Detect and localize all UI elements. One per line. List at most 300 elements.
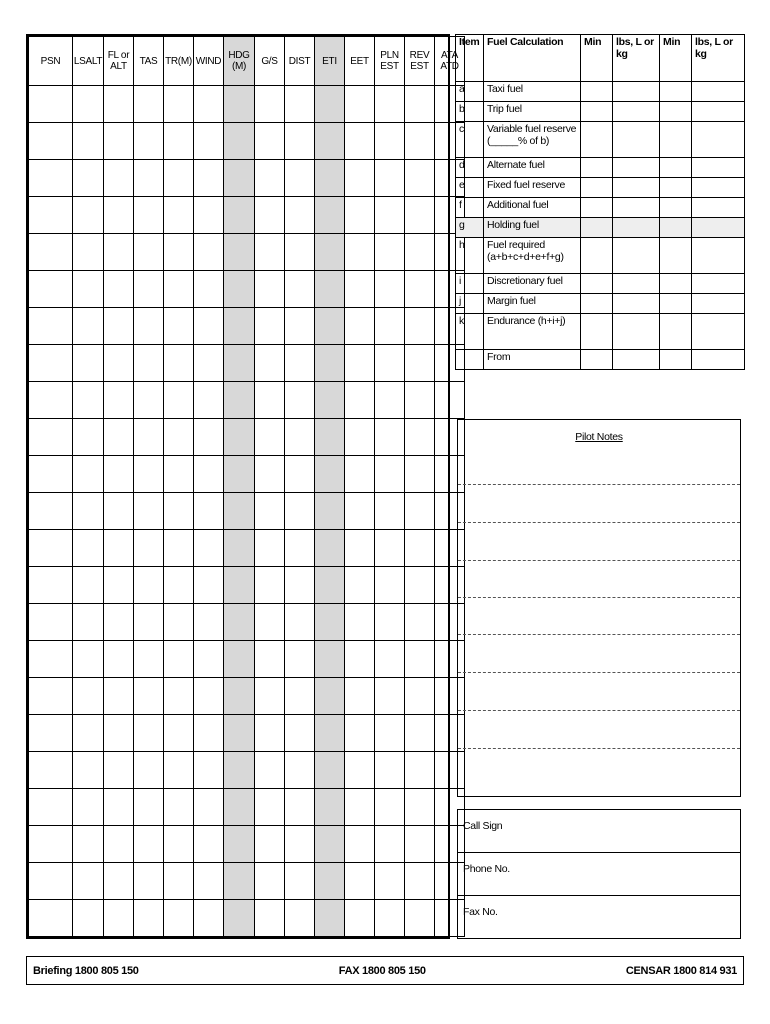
note-line[interactable]	[458, 710, 740, 711]
log-cell[interactable]	[73, 419, 104, 456]
log-cell[interactable]	[405, 419, 435, 456]
log-cell[interactable]	[73, 382, 104, 419]
phone-field[interactable]: Phone No.	[458, 853, 740, 896]
log-cell[interactable]	[224, 86, 255, 123]
log-cell[interactable]	[224, 567, 255, 604]
log-cell[interactable]	[405, 900, 435, 937]
log-cell[interactable]	[345, 567, 375, 604]
log-cell[interactable]	[345, 382, 375, 419]
log-cell[interactable]	[29, 419, 73, 456]
log-cell[interactable]	[375, 493, 405, 530]
log-cell[interactable]	[255, 789, 285, 826]
log-cell[interactable]	[345, 271, 375, 308]
log-cell[interactable]	[345, 641, 375, 678]
log-cell[interactable]	[255, 900, 285, 937]
log-cell[interactable]	[375, 789, 405, 826]
log-cell[interactable]	[285, 382, 315, 419]
fuel-value-cell[interactable]	[692, 178, 745, 198]
log-cell[interactable]	[164, 789, 194, 826]
fuel-value-cell[interactable]	[660, 350, 692, 370]
log-cell[interactable]	[164, 567, 194, 604]
log-cell[interactable]	[73, 197, 104, 234]
log-cell[interactable]	[405, 604, 435, 641]
log-cell[interactable]	[164, 900, 194, 937]
log-cell[interactable]	[104, 863, 134, 900]
log-cell[interactable]	[405, 789, 435, 826]
log-cell[interactable]	[134, 160, 164, 197]
log-cell[interactable]	[73, 678, 104, 715]
log-cell[interactable]	[315, 160, 345, 197]
log-cell[interactable]	[164, 641, 194, 678]
fuel-value-cell[interactable]	[660, 158, 692, 178]
log-cell[interactable]	[164, 197, 194, 234]
fuel-value-cell[interactable]	[581, 198, 613, 218]
log-cell[interactable]	[345, 456, 375, 493]
log-cell[interactable]	[104, 567, 134, 604]
log-cell[interactable]	[345, 900, 375, 937]
fuel-value-cell[interactable]	[692, 294, 745, 314]
log-cell[interactable]	[73, 567, 104, 604]
fuel-value-cell[interactable]	[581, 178, 613, 198]
log-cell[interactable]	[315, 456, 345, 493]
log-cell[interactable]	[224, 752, 255, 789]
log-cell[interactable]	[345, 197, 375, 234]
log-cell[interactable]	[285, 715, 315, 752]
log-cell[interactable]	[315, 86, 345, 123]
log-cell[interactable]	[375, 900, 405, 937]
log-cell[interactable]	[315, 826, 345, 863]
log-cell[interactable]	[73, 715, 104, 752]
fuel-value-cell[interactable]	[613, 218, 660, 238]
log-cell[interactable]	[104, 456, 134, 493]
log-cell[interactable]	[375, 197, 405, 234]
log-cell[interactable]	[345, 678, 375, 715]
log-cell[interactable]	[315, 493, 345, 530]
log-cell[interactable]	[255, 197, 285, 234]
log-cell[interactable]	[194, 308, 224, 345]
log-cell[interactable]	[375, 826, 405, 863]
log-cell[interactable]	[405, 308, 435, 345]
log-cell[interactable]	[104, 715, 134, 752]
log-cell[interactable]	[73, 308, 104, 345]
log-cell[interactable]	[194, 345, 224, 382]
log-cell[interactable]	[345, 604, 375, 641]
log-cell[interactable]	[104, 900, 134, 937]
fuel-value-cell[interactable]	[660, 294, 692, 314]
fuel-value-cell[interactable]	[692, 274, 745, 294]
log-cell[interactable]	[104, 419, 134, 456]
log-cell[interactable]	[224, 419, 255, 456]
log-cell[interactable]	[29, 900, 73, 937]
log-cell[interactable]	[224, 123, 255, 160]
log-cell[interactable]	[405, 863, 435, 900]
log-cell[interactable]	[224, 271, 255, 308]
log-cell[interactable]	[164, 493, 194, 530]
log-cell[interactable]	[164, 308, 194, 345]
log-cell[interactable]	[29, 308, 73, 345]
log-cell[interactable]	[315, 123, 345, 160]
log-cell[interactable]	[315, 419, 345, 456]
log-cell[interactable]	[255, 752, 285, 789]
log-cell[interactable]	[224, 863, 255, 900]
log-cell[interactable]	[104, 271, 134, 308]
note-line[interactable]	[458, 522, 740, 523]
log-cell[interactable]	[224, 456, 255, 493]
log-cell[interactable]	[104, 234, 134, 271]
log-cell[interactable]	[315, 678, 345, 715]
fuel-value-cell[interactable]	[581, 294, 613, 314]
fuel-value-cell[interactable]	[613, 274, 660, 294]
note-line[interactable]	[458, 748, 740, 749]
log-cell[interactable]	[315, 345, 345, 382]
log-cell[interactable]	[134, 604, 164, 641]
log-cell[interactable]	[73, 123, 104, 160]
log-cell[interactable]	[194, 123, 224, 160]
log-cell[interactable]	[315, 604, 345, 641]
log-cell[interactable]	[164, 419, 194, 456]
log-cell[interactable]	[345, 123, 375, 160]
log-cell[interactable]	[405, 234, 435, 271]
log-cell[interactable]	[134, 567, 164, 604]
log-cell[interactable]	[255, 271, 285, 308]
log-cell[interactable]	[29, 715, 73, 752]
log-cell[interactable]	[134, 345, 164, 382]
log-cell[interactable]	[315, 863, 345, 900]
log-cell[interactable]	[285, 863, 315, 900]
log-cell[interactable]	[104, 789, 134, 826]
log-cell[interactable]	[315, 641, 345, 678]
log-cell[interactable]	[29, 123, 73, 160]
log-cell[interactable]	[285, 604, 315, 641]
log-cell[interactable]	[375, 715, 405, 752]
log-cell[interactable]	[73, 271, 104, 308]
log-cell[interactable]	[29, 863, 73, 900]
log-cell[interactable]	[194, 197, 224, 234]
fuel-value-cell[interactable]	[692, 158, 745, 178]
log-cell[interactable]	[375, 456, 405, 493]
log-cell[interactable]	[285, 197, 315, 234]
fuel-value-cell[interactable]	[692, 198, 745, 218]
log-cell[interactable]	[104, 382, 134, 419]
log-cell[interactable]	[315, 752, 345, 789]
log-cell[interactable]	[224, 160, 255, 197]
log-cell[interactable]	[285, 900, 315, 937]
log-cell[interactable]	[134, 826, 164, 863]
log-cell[interactable]	[375, 160, 405, 197]
log-cell[interactable]	[134, 86, 164, 123]
log-cell[interactable]	[73, 530, 104, 567]
log-cell[interactable]	[134, 715, 164, 752]
log-cell[interactable]	[194, 493, 224, 530]
log-cell[interactable]	[164, 160, 194, 197]
fuel-value-cell[interactable]	[660, 238, 692, 274]
log-cell[interactable]	[405, 530, 435, 567]
log-cell[interactable]	[104, 86, 134, 123]
log-cell[interactable]	[29, 271, 73, 308]
log-cell[interactable]	[315, 789, 345, 826]
fuel-value-cell[interactable]	[613, 82, 660, 102]
log-cell[interactable]	[164, 752, 194, 789]
log-cell[interactable]	[255, 493, 285, 530]
log-cell[interactable]	[73, 752, 104, 789]
log-cell[interactable]	[29, 456, 73, 493]
log-cell[interactable]	[345, 308, 375, 345]
log-cell[interactable]	[285, 308, 315, 345]
log-cell[interactable]	[345, 493, 375, 530]
log-cell[interactable]	[134, 900, 164, 937]
log-cell[interactable]	[73, 826, 104, 863]
log-cell[interactable]	[29, 567, 73, 604]
note-line[interactable]	[458, 597, 740, 598]
log-cell[interactable]	[315, 234, 345, 271]
log-cell[interactable]	[224, 678, 255, 715]
log-cell[interactable]	[134, 752, 164, 789]
log-cell[interactable]	[345, 234, 375, 271]
log-cell[interactable]	[164, 826, 194, 863]
fuel-value-cell[interactable]	[613, 314, 660, 350]
log-cell[interactable]	[285, 678, 315, 715]
log-cell[interactable]	[285, 234, 315, 271]
log-cell[interactable]	[405, 752, 435, 789]
log-cell[interactable]	[255, 530, 285, 567]
log-cell[interactable]	[375, 863, 405, 900]
log-cell[interactable]	[285, 271, 315, 308]
log-cell[interactable]	[134, 308, 164, 345]
log-cell[interactable]	[224, 715, 255, 752]
log-cell[interactable]	[405, 345, 435, 382]
log-cell[interactable]	[255, 826, 285, 863]
log-cell[interactable]	[194, 530, 224, 567]
note-line[interactable]	[458, 672, 740, 673]
log-cell[interactable]	[104, 345, 134, 382]
log-cell[interactable]	[73, 604, 104, 641]
log-cell[interactable]	[345, 715, 375, 752]
log-cell[interactable]	[194, 86, 224, 123]
call-sign-field[interactable]: Call Sign	[458, 810, 740, 853]
fuel-value-cell[interactable]	[660, 218, 692, 238]
log-cell[interactable]	[375, 678, 405, 715]
log-cell[interactable]	[224, 197, 255, 234]
log-cell[interactable]	[255, 419, 285, 456]
log-cell[interactable]	[164, 345, 194, 382]
log-cell[interactable]	[285, 123, 315, 160]
log-cell[interactable]	[405, 160, 435, 197]
log-cell[interactable]	[345, 530, 375, 567]
log-cell[interactable]	[285, 86, 315, 123]
log-cell[interactable]	[164, 715, 194, 752]
log-cell[interactable]	[164, 530, 194, 567]
log-cell[interactable]	[29, 789, 73, 826]
log-cell[interactable]	[405, 678, 435, 715]
log-cell[interactable]	[405, 826, 435, 863]
log-cell[interactable]	[224, 900, 255, 937]
fuel-value-cell[interactable]	[581, 102, 613, 122]
log-cell[interactable]	[104, 752, 134, 789]
log-cell[interactable]	[29, 493, 73, 530]
log-cell[interactable]	[73, 641, 104, 678]
log-cell[interactable]	[405, 382, 435, 419]
log-cell[interactable]	[255, 234, 285, 271]
fuel-value-cell[interactable]	[581, 238, 613, 274]
fuel-value-cell[interactable]	[581, 350, 613, 370]
fuel-value-cell[interactable]	[581, 122, 613, 158]
fuel-value-cell[interactable]	[613, 178, 660, 198]
log-cell[interactable]	[405, 197, 435, 234]
log-cell[interactable]	[104, 197, 134, 234]
log-cell[interactable]	[255, 160, 285, 197]
log-cell[interactable]	[73, 86, 104, 123]
log-cell[interactable]	[164, 604, 194, 641]
log-cell[interactable]	[194, 678, 224, 715]
log-cell[interactable]	[255, 641, 285, 678]
log-cell[interactable]	[315, 530, 345, 567]
log-cell[interactable]	[194, 752, 224, 789]
fuel-value-cell[interactable]	[692, 102, 745, 122]
log-cell[interactable]	[224, 641, 255, 678]
log-cell[interactable]	[29, 530, 73, 567]
log-cell[interactable]	[224, 345, 255, 382]
log-cell[interactable]	[134, 419, 164, 456]
log-cell[interactable]	[164, 863, 194, 900]
log-cell[interactable]	[285, 419, 315, 456]
log-cell[interactable]	[194, 715, 224, 752]
fuel-value-cell[interactable]	[581, 218, 613, 238]
log-cell[interactable]	[134, 530, 164, 567]
log-cell[interactable]	[104, 678, 134, 715]
log-cell[interactable]	[194, 863, 224, 900]
log-cell[interactable]	[375, 567, 405, 604]
log-cell[interactable]	[255, 863, 285, 900]
log-cell[interactable]	[104, 308, 134, 345]
log-cell[interactable]	[164, 678, 194, 715]
fuel-value-cell[interactable]	[660, 82, 692, 102]
log-cell[interactable]	[194, 900, 224, 937]
log-cell[interactable]	[315, 308, 345, 345]
log-cell[interactable]	[134, 789, 164, 826]
fuel-value-cell[interactable]	[692, 350, 745, 370]
log-cell[interactable]	[73, 160, 104, 197]
log-cell[interactable]	[285, 160, 315, 197]
fuel-value-cell[interactable]	[581, 158, 613, 178]
log-cell[interactable]	[29, 234, 73, 271]
log-cell[interactable]	[73, 900, 104, 937]
log-cell[interactable]	[29, 197, 73, 234]
log-cell[interactable]	[164, 86, 194, 123]
log-cell[interactable]	[29, 641, 73, 678]
log-cell[interactable]	[134, 641, 164, 678]
log-cell[interactable]	[435, 382, 465, 419]
log-cell[interactable]	[134, 493, 164, 530]
log-cell[interactable]	[375, 271, 405, 308]
log-cell[interactable]	[104, 641, 134, 678]
log-cell[interactable]	[164, 456, 194, 493]
fuel-value-cell[interactable]	[581, 274, 613, 294]
log-cell[interactable]	[315, 715, 345, 752]
log-cell[interactable]	[104, 604, 134, 641]
fuel-value-cell[interactable]	[660, 122, 692, 158]
log-cell[interactable]	[29, 382, 73, 419]
log-cell[interactable]	[405, 123, 435, 160]
log-cell[interactable]	[164, 382, 194, 419]
log-cell[interactable]	[285, 826, 315, 863]
log-cell[interactable]	[73, 493, 104, 530]
log-cell[interactable]	[104, 160, 134, 197]
log-cell[interactable]	[134, 863, 164, 900]
log-cell[interactable]	[405, 715, 435, 752]
log-cell[interactable]	[224, 789, 255, 826]
log-cell[interactable]	[104, 123, 134, 160]
log-cell[interactable]	[73, 456, 104, 493]
log-cell[interactable]	[255, 123, 285, 160]
log-cell[interactable]	[345, 86, 375, 123]
log-cell[interactable]	[194, 641, 224, 678]
fuel-value-cell[interactable]	[692, 122, 745, 158]
log-cell[interactable]	[164, 234, 194, 271]
log-cell[interactable]	[285, 345, 315, 382]
log-cell[interactable]	[73, 234, 104, 271]
log-cell[interactable]	[405, 86, 435, 123]
note-line[interactable]	[458, 484, 740, 485]
log-cell[interactable]	[285, 493, 315, 530]
log-cell[interactable]	[194, 456, 224, 493]
log-cell[interactable]	[194, 271, 224, 308]
log-cell[interactable]	[375, 234, 405, 271]
fuel-value-cell[interactable]	[692, 82, 745, 102]
log-cell[interactable]	[224, 234, 255, 271]
log-cell[interactable]	[255, 345, 285, 382]
log-cell[interactable]	[315, 271, 345, 308]
log-cell[interactable]	[255, 678, 285, 715]
fuel-value-cell[interactable]	[660, 198, 692, 218]
log-cell[interactable]	[134, 234, 164, 271]
log-cell[interactable]	[375, 308, 405, 345]
fuel-value-cell[interactable]	[660, 102, 692, 122]
log-cell[interactable]	[285, 752, 315, 789]
log-cell[interactable]	[375, 752, 405, 789]
log-cell[interactable]	[345, 160, 375, 197]
fuel-value-cell[interactable]	[613, 122, 660, 158]
log-cell[interactable]	[345, 789, 375, 826]
log-cell[interactable]	[405, 493, 435, 530]
fuel-value-cell[interactable]	[613, 198, 660, 218]
log-cell[interactable]	[134, 197, 164, 234]
log-cell[interactable]	[134, 123, 164, 160]
log-cell[interactable]	[29, 826, 73, 863]
log-cell[interactable]	[194, 604, 224, 641]
log-cell[interactable]	[375, 345, 405, 382]
log-cell[interactable]	[255, 456, 285, 493]
fuel-value-cell[interactable]	[692, 218, 745, 238]
log-cell[interactable]	[255, 604, 285, 641]
log-cell[interactable]	[104, 826, 134, 863]
log-cell[interactable]	[73, 863, 104, 900]
log-cell[interactable]	[375, 641, 405, 678]
log-cell[interactable]	[29, 752, 73, 789]
log-cell[interactable]	[73, 789, 104, 826]
log-cell[interactable]	[255, 308, 285, 345]
log-cell[interactable]	[315, 197, 345, 234]
log-cell[interactable]	[285, 567, 315, 604]
log-cell[interactable]	[194, 567, 224, 604]
fuel-value-cell[interactable]	[660, 178, 692, 198]
log-cell[interactable]	[375, 382, 405, 419]
log-cell[interactable]	[375, 123, 405, 160]
fuel-value-cell[interactable]	[613, 238, 660, 274]
log-cell[interactable]	[224, 382, 255, 419]
log-cell[interactable]	[345, 419, 375, 456]
log-cell[interactable]	[224, 530, 255, 567]
log-cell[interactable]	[134, 678, 164, 715]
